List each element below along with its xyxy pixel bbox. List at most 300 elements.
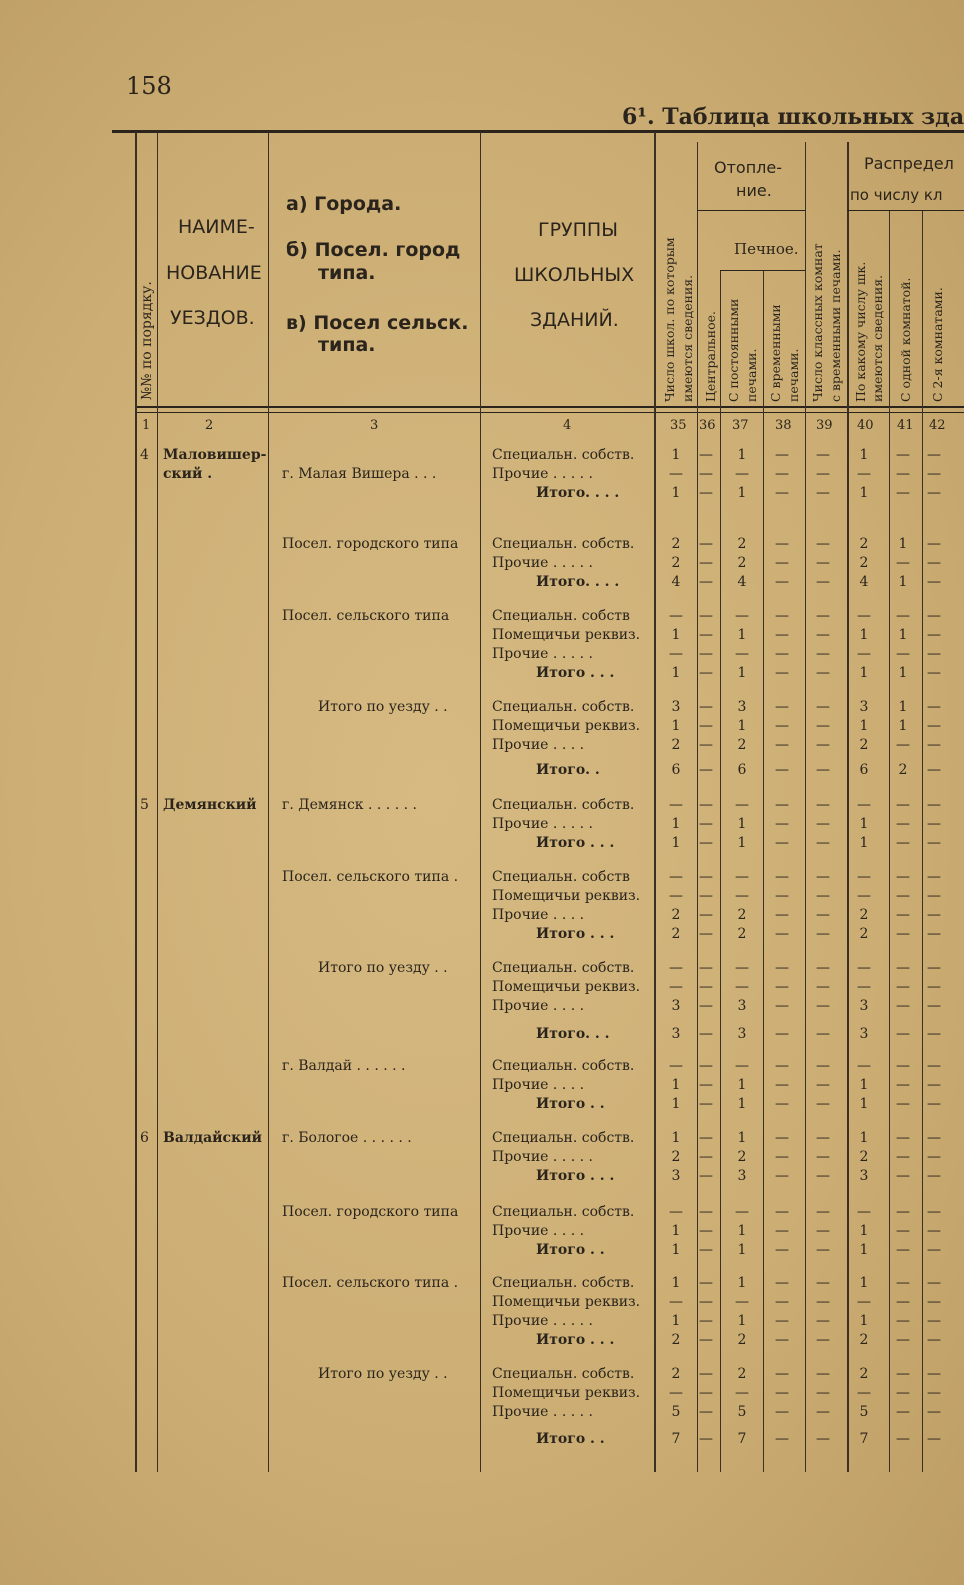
value-cell: 2 <box>859 536 869 552</box>
colnum-39: 39 <box>816 418 833 433</box>
value-cell: — <box>896 1130 910 1146</box>
value-cell: — <box>775 574 789 590</box>
value-cell: — <box>699 979 713 995</box>
value-cell: — <box>816 869 830 885</box>
value-cell: — <box>896 1149 910 1165</box>
value-cell: 1 <box>671 1242 681 1258</box>
value-cell: 1 <box>859 1313 869 1329</box>
value-cell: — <box>699 907 713 923</box>
colnum-41: 41 <box>897 418 914 433</box>
value-cell: — <box>775 1242 789 1258</box>
value-cell: — <box>775 1058 789 1074</box>
group-label: Итого . . . <box>536 1332 615 1348</box>
value-cell: — <box>775 1431 789 1447</box>
value-cell: — <box>699 960 713 976</box>
value-cell: 2 <box>859 737 869 753</box>
value-cell: — <box>927 1404 941 1420</box>
value-cell: 1 <box>737 1275 747 1291</box>
col-divider <box>268 132 269 1472</box>
value-cell: — <box>816 1077 830 1093</box>
value-cell: 1 <box>859 835 869 851</box>
header-loc-5: типа. <box>318 334 376 356</box>
value-cell: 2 <box>859 1332 869 1348</box>
table-title: 6¹. Таблица школьных зда <box>622 104 964 130</box>
value-cell: — <box>669 1385 683 1401</box>
value-cell: — <box>816 1130 830 1146</box>
value-cell: — <box>699 1242 713 1258</box>
value-cell: — <box>896 1223 910 1239</box>
value-cell: — <box>857 960 871 976</box>
value-cell: — <box>699 536 713 552</box>
value-cell: 2 <box>737 1366 747 1382</box>
value-cell: — <box>927 816 941 832</box>
group-label: Специальн. собств. <box>492 797 635 813</box>
value-cell: — <box>927 1385 941 1401</box>
value-cell: — <box>735 797 749 813</box>
value-cell: 1 <box>671 835 681 851</box>
value-cell: 3 <box>859 1168 869 1184</box>
value-cell: — <box>775 998 789 1014</box>
value-cell: — <box>816 1332 830 1348</box>
value-cell: 7 <box>859 1431 869 1447</box>
group-label: Итого. . . <box>536 1026 610 1042</box>
value-cell: — <box>699 737 713 753</box>
value-cell: — <box>927 888 941 904</box>
value-cell: — <box>775 608 789 624</box>
value-cell: 2 <box>737 926 747 942</box>
value-cell: 2 <box>671 926 681 942</box>
header-uezd-2: НОВАНИЕ <box>166 262 262 284</box>
value-cell: — <box>699 574 713 590</box>
value-cell: 1 <box>898 718 908 734</box>
value-cell: — <box>927 737 941 753</box>
row-order-number: 6 <box>140 1130 149 1146</box>
group-label: Помещичьи реквиз. <box>492 627 641 643</box>
header-col40-a: По какому числу шк. <box>853 261 868 402</box>
value-cell: — <box>775 665 789 681</box>
value-cell: 4 <box>737 574 747 590</box>
header-heating-1: Отопле- <box>714 158 783 177</box>
value-cell: — <box>699 1204 713 1220</box>
value-cell: — <box>927 627 941 643</box>
value-cell: — <box>896 1366 910 1382</box>
value-cell: — <box>896 1242 910 1258</box>
value-cell: 2 <box>859 1149 869 1165</box>
value-cell: 1 <box>737 835 747 851</box>
value-cell: — <box>816 1431 830 1447</box>
value-cell: — <box>896 1168 910 1184</box>
value-cell: — <box>775 797 789 813</box>
value-cell: — <box>669 869 683 885</box>
value-cell: 1 <box>859 485 869 501</box>
value-cell: — <box>775 1313 789 1329</box>
value-cell: 6 <box>737 762 747 778</box>
group-label: Помещичьи реквиз. <box>492 888 641 904</box>
value-cell: 2 <box>671 907 681 923</box>
value-cell: — <box>816 1242 830 1258</box>
value-cell: — <box>699 699 713 715</box>
group-label: Специальн. собств. <box>492 699 635 715</box>
value-cell: 1 <box>737 718 747 734</box>
value-cell: — <box>927 699 941 715</box>
group-label: Помещичьи реквиз. <box>492 718 641 734</box>
group-label: Итого. . . . <box>536 485 620 501</box>
value-cell: — <box>816 627 830 643</box>
value-cell: — <box>927 574 941 590</box>
value-cell: 1 <box>671 627 681 643</box>
value-cell: 1 <box>737 447 747 463</box>
value-cell: — <box>699 1026 713 1042</box>
header-stove: Печное. <box>734 240 799 258</box>
value-cell: 1 <box>737 1313 747 1329</box>
value-cell: — <box>896 869 910 885</box>
value-cell: — <box>775 536 789 552</box>
value-cell: — <box>927 646 941 662</box>
group-label: Специальн. собств. <box>492 536 635 552</box>
group-label: Итого . . <box>536 1242 605 1258</box>
value-cell: — <box>775 1275 789 1291</box>
value-cell: — <box>896 1077 910 1093</box>
value-cell: — <box>896 1313 910 1329</box>
value-cell: — <box>699 1096 713 1112</box>
locality-label: Посел. городского типа <box>282 536 459 552</box>
header-col38-b: печами. <box>786 348 801 402</box>
value-cell: — <box>669 1294 683 1310</box>
locality-label: Посел. сельского типа . <box>282 869 459 885</box>
value-cell: 2 <box>737 907 747 923</box>
value-cell: — <box>816 1026 830 1042</box>
value-cell: — <box>927 1130 941 1146</box>
value-cell: — <box>857 608 871 624</box>
value-cell: 2 <box>859 555 869 571</box>
value-cell: — <box>816 1058 830 1074</box>
locality-label: г. Демянск . . . . . . <box>282 797 417 813</box>
value-cell: — <box>699 466 713 482</box>
value-cell: 2 <box>737 1149 747 1165</box>
value-cell: 1 <box>671 1313 681 1329</box>
col-divider <box>157 132 158 1472</box>
value-cell: 1 <box>859 1223 869 1239</box>
value-cell: 2 <box>671 1332 681 1348</box>
value-cell: 3 <box>671 998 681 1014</box>
value-cell: 6 <box>859 762 869 778</box>
value-cell: — <box>735 1294 749 1310</box>
value-cell: — <box>816 1385 830 1401</box>
value-cell: — <box>699 485 713 501</box>
locality-label: г. Малая Вишера . . . <box>282 466 437 482</box>
value-cell: — <box>699 1431 713 1447</box>
value-cell: 1 <box>737 1223 747 1239</box>
value-cell: 3 <box>737 998 747 1014</box>
value-cell: — <box>816 737 830 753</box>
value-cell: — <box>699 762 713 778</box>
header-col37-a: С постоянными <box>726 298 741 402</box>
colnum-4: 4 <box>563 418 572 433</box>
value-cell: — <box>775 762 789 778</box>
value-cell: — <box>775 485 789 501</box>
value-cell: 1 <box>671 718 681 734</box>
value-cell: — <box>857 646 871 662</box>
row-order-number: 5 <box>140 797 149 813</box>
value-cell: 1 <box>898 699 908 715</box>
value-cell: — <box>927 869 941 885</box>
value-cell: — <box>775 869 789 885</box>
value-cell: — <box>896 960 910 976</box>
value-cell: — <box>816 907 830 923</box>
col-divider <box>763 270 764 1472</box>
value-cell: — <box>775 1294 789 1310</box>
value-cell: — <box>735 1058 749 1074</box>
value-cell: — <box>896 1058 910 1074</box>
value-cell: — <box>669 466 683 482</box>
group-label: Итого . . . <box>536 926 615 942</box>
value-cell: — <box>775 699 789 715</box>
value-cell: — <box>699 1168 713 1184</box>
value-cell: — <box>735 960 749 976</box>
group-label: Прочие . . . . <box>492 998 585 1014</box>
value-cell: — <box>699 646 713 662</box>
row-order-number: 4 <box>140 447 149 463</box>
group-label: Итого . . <box>536 1431 605 1447</box>
value-cell: 1 <box>737 816 747 832</box>
group-label: Специальн. собств. <box>492 1130 635 1146</box>
uezd-name: Маловишер- <box>163 447 267 463</box>
value-cell: — <box>699 1149 713 1165</box>
value-cell: — <box>816 608 830 624</box>
value-cell: — <box>735 466 749 482</box>
value-cell: — <box>775 960 789 976</box>
value-cell: — <box>927 466 941 482</box>
value-cell: — <box>735 1385 749 1401</box>
group-label: Прочие . . . . . <box>492 555 593 571</box>
value-cell: 1 <box>671 816 681 832</box>
value-cell: — <box>775 646 789 662</box>
value-cell: 1 <box>737 485 747 501</box>
value-cell: — <box>896 1385 910 1401</box>
value-cell: — <box>896 1431 910 1447</box>
locality-label: г. Валдай . . . . . . <box>282 1058 406 1074</box>
value-cell: 1 <box>737 665 747 681</box>
value-cell: — <box>699 998 713 1014</box>
col-divider <box>805 142 806 1472</box>
value-cell: — <box>735 1204 749 1220</box>
uezd-name: Демянский <box>163 797 257 813</box>
header-uezd-3: УЕЗДОВ. <box>170 307 255 329</box>
header-groups-1: ГРУППЫ <box>538 219 618 241</box>
value-cell: — <box>735 608 749 624</box>
group-label: Прочие . . . . <box>492 737 585 753</box>
value-cell: — <box>775 1077 789 1093</box>
value-cell: — <box>896 1275 910 1291</box>
value-cell: — <box>699 869 713 885</box>
value-cell: 2 <box>671 555 681 571</box>
value-cell: — <box>669 1204 683 1220</box>
col-number-rule <box>135 412 964 413</box>
value-cell: — <box>816 1149 830 1165</box>
header-groups-3: ЗДАНИЙ. <box>530 309 619 331</box>
value-cell: — <box>927 1058 941 1074</box>
value-cell: — <box>775 888 789 904</box>
value-cell: — <box>857 869 871 885</box>
value-cell: — <box>816 1366 830 1382</box>
value-cell: — <box>927 718 941 734</box>
value-cell: — <box>927 1275 941 1291</box>
group-label: Прочие . . . . <box>492 1223 585 1239</box>
value-cell: — <box>699 665 713 681</box>
value-cell: — <box>775 1404 789 1420</box>
value-cell: 3 <box>737 1168 747 1184</box>
value-cell: 1 <box>898 574 908 590</box>
header-order-number: №№ по порядку. <box>139 281 155 400</box>
group-label: Итого . . <box>536 1096 605 1112</box>
value-cell: — <box>816 699 830 715</box>
value-cell: — <box>816 718 830 734</box>
value-cell: 2 <box>859 926 869 942</box>
value-cell: — <box>927 926 941 942</box>
value-cell: — <box>896 835 910 851</box>
value-cell: — <box>775 627 789 643</box>
group-label: Специальн. собств. <box>492 447 635 463</box>
value-cell: — <box>699 797 713 813</box>
value-cell: — <box>816 835 830 851</box>
colnum-38: 38 <box>775 418 792 433</box>
value-cell: — <box>927 665 941 681</box>
value-cell: 1 <box>898 627 908 643</box>
value-cell: 5 <box>859 1404 869 1420</box>
value-cell: — <box>775 1130 789 1146</box>
heating-rule <box>697 210 805 211</box>
value-cell: 7 <box>737 1431 747 1447</box>
value-cell: 5 <box>737 1404 747 1420</box>
value-cell: — <box>816 762 830 778</box>
value-cell: — <box>927 1294 941 1310</box>
value-cell: 2 <box>859 907 869 923</box>
value-cell: — <box>927 907 941 923</box>
value-cell: — <box>699 1223 713 1239</box>
value-cell: — <box>896 979 910 995</box>
value-cell: — <box>816 555 830 571</box>
value-cell: 3 <box>671 1168 681 1184</box>
value-cell: — <box>816 646 830 662</box>
value-cell: 2 <box>737 536 747 552</box>
value-cell: — <box>816 1204 830 1220</box>
value-cell: — <box>699 1404 713 1420</box>
group-label: Итого. . <box>536 762 600 778</box>
value-cell: — <box>699 1385 713 1401</box>
value-cell: 3 <box>859 998 869 1014</box>
value-cell: — <box>699 1294 713 1310</box>
value-cell: — <box>816 1275 830 1291</box>
header-col42: С 2-я комнатами. <box>930 287 945 402</box>
value-cell: 1 <box>737 1077 747 1093</box>
value-cell: — <box>816 466 830 482</box>
value-cell: 1 <box>898 536 908 552</box>
value-cell: — <box>927 1431 941 1447</box>
value-cell: — <box>816 998 830 1014</box>
group-label: Прочие . . . . . <box>492 816 593 832</box>
value-cell: — <box>775 737 789 753</box>
value-cell: 1 <box>859 1096 869 1112</box>
value-cell: 3 <box>671 699 681 715</box>
value-cell: — <box>775 835 789 851</box>
header-by-count: по числу кл <box>850 186 943 204</box>
group-label: Прочие . . . . . <box>492 1404 593 1420</box>
value-cell: — <box>669 646 683 662</box>
col-divider <box>480 132 481 1472</box>
locality-label: Итого по уезду . . <box>318 960 448 976</box>
value-cell: — <box>775 816 789 832</box>
value-cell: — <box>816 888 830 904</box>
value-cell: — <box>816 1096 830 1112</box>
value-cell: 2 <box>737 1332 747 1348</box>
value-cell: — <box>927 555 941 571</box>
header-col41: С одной комнатой. <box>898 277 913 402</box>
value-cell: 4 <box>671 574 681 590</box>
colnum-2: 2 <box>205 418 214 433</box>
value-cell: 1 <box>898 665 908 681</box>
value-cell: 1 <box>671 447 681 463</box>
value-cell: — <box>775 466 789 482</box>
table-border-left <box>135 132 137 1472</box>
page-number: 158 <box>126 72 172 100</box>
value-cell: 1 <box>859 665 869 681</box>
value-cell: — <box>896 1204 910 1220</box>
value-cell: — <box>816 1294 830 1310</box>
value-cell: 2 <box>859 1366 869 1382</box>
value-cell: 1 <box>671 1275 681 1291</box>
value-cell: — <box>816 1168 830 1184</box>
group-label: Прочие . . . . . <box>492 646 593 662</box>
value-cell: 1 <box>671 485 681 501</box>
value-cell: 1 <box>859 1242 869 1258</box>
value-cell: — <box>927 1242 941 1258</box>
value-cell: — <box>735 888 749 904</box>
value-cell: — <box>775 907 789 923</box>
header-col36: Центральное. <box>703 311 718 402</box>
value-cell: — <box>699 835 713 851</box>
value-cell: — <box>896 816 910 832</box>
group-label: Прочие . . . . <box>492 1077 585 1093</box>
value-cell: — <box>896 608 910 624</box>
value-cell: 4 <box>859 574 869 590</box>
header-bottom-rule <box>135 406 964 408</box>
value-cell: — <box>699 1275 713 1291</box>
value-cell: — <box>896 797 910 813</box>
colnum-1: 1 <box>142 418 151 433</box>
group-label: Специальн. собств. <box>492 1204 635 1220</box>
header-heating-2: ние. <box>736 181 772 200</box>
value-cell: 1 <box>859 1077 869 1093</box>
value-cell: 1 <box>671 1077 681 1093</box>
header-col40-b: имеются сведения. <box>870 274 885 402</box>
value-cell: — <box>816 979 830 995</box>
value-cell: — <box>775 1096 789 1112</box>
value-cell: — <box>699 1332 713 1348</box>
header-col39-b: с временными печами. <box>828 249 843 402</box>
value-cell: 2 <box>737 555 747 571</box>
header-distribution: Распредел <box>864 154 954 173</box>
value-cell: — <box>775 1385 789 1401</box>
locality-label: Посел. сельского типа <box>282 608 450 624</box>
value-cell: — <box>699 816 713 832</box>
value-cell: — <box>927 835 941 851</box>
value-cell: 6 <box>671 762 681 778</box>
value-cell: — <box>927 1096 941 1112</box>
value-cell: 1 <box>671 665 681 681</box>
value-cell: 1 <box>859 447 869 463</box>
group-label: Прочие . . . . . <box>492 466 593 482</box>
value-cell: — <box>857 1058 871 1074</box>
